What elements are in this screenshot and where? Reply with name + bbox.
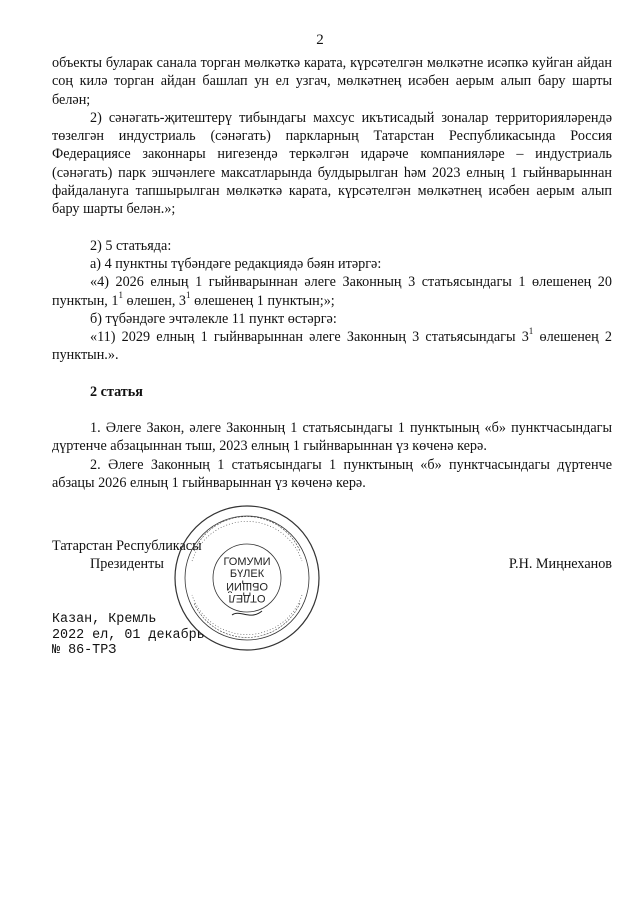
signature-title-line2: Президенты <box>90 556 164 572</box>
paragraph-article-5: 2) 5 статьяда: <box>90 237 172 254</box>
paragraph-item-2: 2) сәнәгать-җитештерү тибындагы махсус икътисадый зоналар территорияләрендә төзелгән индустриаль (сәнәгать) паркларның Татарстан Республикасында Россия Федерациясе законнары нигезендә теркәлгән идарәче компанияләре – индустриаль (сәнәгать) парк эшчәнлеге максатларында булдырылган һәм 2023 елның 1 гыйнварыннан файдалануга тапшырылган мөлкәткә карата, күрсәтелгән мөлкәтнең исәбен аерым алып бару шарты белән.»; <box>52 109 612 218</box>
paragraph-article-2-item-1: 1. Әлеге Закон, әлеге Законның 1 статьясындагы 1 пунктының «б» пунктчасындагы дүртенче абзацыннан тыш, 2023 елның 1 гыйнварыннан үз көченә керә. <box>52 420 612 455</box>
place-city: Казан, Кремль <box>52 612 157 627</box>
paragraph-continuation: объекты буларак санала торган мөлкәткә карата, күрсәтелгән мөлкәтне исәпкә куйган айдан соң килә торган айдан башлап ун ел узгач, мөлкәтнең исәбен аерым алып бару шарты белән; <box>52 55 612 108</box>
page-number: 2 <box>316 32 324 48</box>
paragraph-quote-4: «4) 2026 елның 1 гыйнварыннан әлеге Законның 3 статьясындагы 1 өлешенең 20 пунктын, $1^1$ өлешен, $3^1$ өлешенең 1 пунктын;»; <box>52 274 612 309</box>
stamp-text-2: БҮЛЕК <box>229 568 265 580</box>
paragraph-quote-11: «11) 2029 елның 1 гыйнварыннан әлеге Законның 3 статьясындагы $3^1$ өлешенең 2 пунктын.». <box>52 326 612 364</box>
stamp-text-4: ОТДЕЛ <box>228 592 266 604</box>
signature-title-line1: Татарстан Республикасы <box>52 538 202 554</box>
stamp-text-1: ГОМУМИ <box>223 556 271 568</box>
paragraph-sub-b: б) түбәндәге эчтәлекле 11 пункт өстәргә: <box>90 310 337 327</box>
place-date: 2022 ел, 01 декабрь <box>52 627 205 643</box>
paragraph-sub-a: а) 4 пунктны түбәндәге редакциядә бәян итәргә: <box>90 255 382 272</box>
law-number: № 86-ТРЗ <box>52 643 117 658</box>
paragraph-article-2-item-2: 2. Әлеге Законның 1 статьясындагы 1 пунктының «б» пунктчасындагы дүртенче абзацы 2026 елның 1 гыйнварыннан үз көченә керә. <box>52 456 612 491</box>
document-body <box>52 54 612 492</box>
place-date-number <box>52 612 205 659</box>
article-heading: 2 статья <box>90 383 143 400</box>
signatory-name: Р.Н. Миңнеханов <box>508 556 612 572</box>
stamp-text-3: ОБЩИЙ <box>226 580 268 592</box>
